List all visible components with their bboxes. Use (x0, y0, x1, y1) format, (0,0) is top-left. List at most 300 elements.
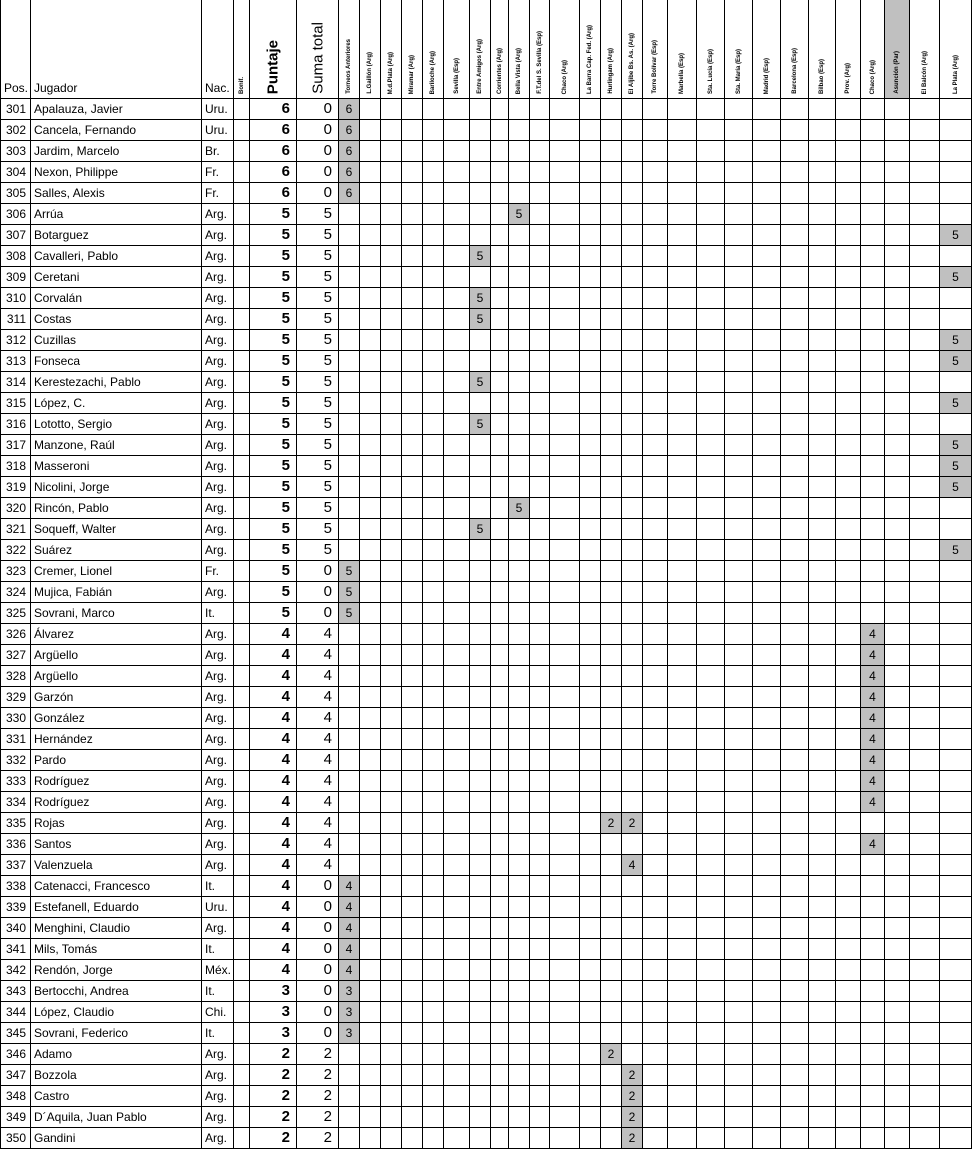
cell-bonif (234, 225, 250, 246)
empty-cell (668, 1002, 697, 1023)
cell-sum: 0 (297, 603, 339, 624)
empty-cell (643, 267, 668, 288)
empty-cell (381, 162, 402, 183)
empty-cell (550, 498, 580, 519)
empty-cell (940, 645, 972, 666)
empty-cell (697, 288, 725, 309)
empty-cell (402, 624, 423, 645)
empty-cell (381, 582, 402, 603)
empty-cell (910, 918, 940, 939)
cell-pts: 4 (250, 960, 297, 981)
cell-name: Santos (31, 834, 202, 855)
empty-cell (781, 414, 809, 435)
empty-cell (402, 771, 423, 792)
cell-bonif (234, 918, 250, 939)
empty-cell (668, 204, 697, 225)
header-tournament-label: Chaco (Arg) (869, 59, 876, 94)
empty-cell (910, 309, 940, 330)
empty-cell (530, 834, 550, 855)
empty-cell (861, 939, 885, 960)
empty-cell (836, 918, 861, 939)
empty-cell (470, 183, 491, 204)
cell-sum: 0 (297, 141, 339, 162)
empty-cell (781, 876, 809, 897)
empty-cell (643, 1023, 668, 1044)
empty-cell (781, 204, 809, 225)
empty-cell (339, 813, 360, 834)
cell-name: Argüello (31, 645, 202, 666)
empty-cell (491, 1044, 509, 1065)
empty-cell (381, 477, 402, 498)
empty-cell (470, 330, 491, 351)
empty-cell (940, 834, 972, 855)
empty-cell (360, 1023, 381, 1044)
empty-cell (339, 771, 360, 792)
empty-cell (580, 729, 601, 750)
empty-cell (781, 792, 809, 813)
empty-cell (509, 666, 530, 687)
empty-cell (725, 792, 753, 813)
cell-pts: 5 (250, 414, 297, 435)
cell-bonif (234, 519, 250, 540)
empty-cell (423, 1128, 444, 1149)
empty-cell (580, 183, 601, 204)
header-bonif (234, 0, 250, 99)
empty-cell (836, 456, 861, 477)
empty-cell (725, 246, 753, 267)
empty-cell (836, 1023, 861, 1044)
empty-cell (381, 519, 402, 540)
empty-cell (381, 1002, 402, 1023)
cell-pos: 350 (0, 1128, 31, 1149)
empty-cell (423, 477, 444, 498)
empty-cell (423, 624, 444, 645)
header-tournament-label: El Aljibe Bs. As. (Arg) (629, 32, 635, 94)
empty-cell (444, 624, 470, 645)
header-tournament-label: Miramar (Arg) (409, 54, 415, 94)
empty-cell (753, 666, 781, 687)
cell-name: Rodríguez (31, 771, 202, 792)
cell-sum: 4 (297, 666, 339, 687)
empty-cell (622, 99, 643, 120)
empty-cell (550, 939, 580, 960)
empty-cell (910, 666, 940, 687)
score-cell: 5 (470, 246, 491, 267)
empty-cell (601, 1065, 622, 1086)
empty-cell (491, 267, 509, 288)
empty-cell (580, 435, 601, 456)
empty-cell (753, 204, 781, 225)
empty-cell (861, 225, 885, 246)
empty-cell (491, 162, 509, 183)
empty-cell (809, 1086, 836, 1107)
cell-bonif (234, 624, 250, 645)
cell-sum: 4 (297, 771, 339, 792)
empty-cell (491, 393, 509, 414)
empty-cell (753, 1044, 781, 1065)
cell-nac: Arg. (202, 666, 234, 687)
empty-cell (781, 897, 809, 918)
empty-cell (910, 771, 940, 792)
cell-sum: 4 (297, 792, 339, 813)
empty-cell (885, 729, 910, 750)
empty-cell (402, 960, 423, 981)
empty-cell (491, 645, 509, 666)
empty-cell (550, 351, 580, 372)
score-cell: 4 (339, 939, 360, 960)
empty-cell (491, 792, 509, 813)
empty-cell (781, 435, 809, 456)
empty-cell (940, 1065, 972, 1086)
empty-cell (697, 414, 725, 435)
cell-nac: Uru. (202, 120, 234, 141)
empty-cell (550, 582, 580, 603)
cell-nac: It. (202, 1023, 234, 1044)
empty-cell (402, 519, 423, 540)
empty-cell (725, 1086, 753, 1107)
empty-cell (622, 603, 643, 624)
empty-cell (725, 288, 753, 309)
empty-cell (753, 981, 781, 1002)
empty-cell (423, 834, 444, 855)
cell-pts: 2 (250, 1044, 297, 1065)
cell-sum: 5 (297, 267, 339, 288)
empty-cell (360, 120, 381, 141)
cell-nac: Fr. (202, 561, 234, 582)
empty-cell (809, 855, 836, 876)
empty-cell (423, 1044, 444, 1065)
empty-cell (360, 288, 381, 309)
cell-pos: 335 (0, 813, 31, 834)
score-cell: 5 (509, 498, 530, 519)
empty-cell (444, 351, 470, 372)
cell-bonif (234, 393, 250, 414)
empty-cell (402, 666, 423, 687)
empty-cell (668, 456, 697, 477)
empty-cell (470, 687, 491, 708)
cell-sum: 0 (297, 897, 339, 918)
cell-nac: Arg. (202, 414, 234, 435)
cell-nac: It. (202, 981, 234, 1002)
empty-cell (697, 813, 725, 834)
cell-bonif (234, 1128, 250, 1149)
empty-cell (725, 939, 753, 960)
empty-cell (622, 540, 643, 561)
cell-pts: 3 (250, 981, 297, 1002)
empty-cell (725, 561, 753, 582)
empty-cell (643, 813, 668, 834)
score-cell: 5 (940, 225, 972, 246)
empty-cell (861, 1065, 885, 1086)
cell-name: Mils, Tomás (31, 939, 202, 960)
empty-cell (360, 435, 381, 456)
cell-name: Soqueff, Walter (31, 519, 202, 540)
empty-cell (601, 855, 622, 876)
empty-cell (910, 582, 940, 603)
empty-cell (491, 477, 509, 498)
empty-cell (643, 477, 668, 498)
cell-name: D´Aquila, Juan Pablo (31, 1107, 202, 1128)
score-cell: 5 (940, 267, 972, 288)
empty-cell (444, 330, 470, 351)
cell-nac: Arg. (202, 246, 234, 267)
cell-bonif (234, 99, 250, 120)
score-cell: 5 (470, 519, 491, 540)
empty-cell (509, 1107, 530, 1128)
empty-cell (444, 561, 470, 582)
empty-cell (360, 1065, 381, 1086)
empty-cell (885, 540, 910, 561)
empty-cell (753, 393, 781, 414)
empty-cell (402, 351, 423, 372)
empty-cell (940, 162, 972, 183)
empty-cell (580, 771, 601, 792)
cell-nac: Fr. (202, 183, 234, 204)
empty-cell (470, 162, 491, 183)
empty-cell (580, 897, 601, 918)
cell-nac: Arg. (202, 330, 234, 351)
empty-cell (580, 288, 601, 309)
cell-pts: 5 (250, 603, 297, 624)
empty-cell (423, 897, 444, 918)
empty-cell (550, 372, 580, 393)
empty-cell (580, 267, 601, 288)
empty-cell (753, 624, 781, 645)
empty-cell (381, 204, 402, 225)
score-cell: 5 (940, 393, 972, 414)
empty-cell (622, 561, 643, 582)
empty-cell (530, 162, 550, 183)
empty-cell (444, 456, 470, 477)
empty-cell (643, 750, 668, 771)
empty-cell (622, 435, 643, 456)
empty-cell (601, 1086, 622, 1107)
empty-cell (781, 750, 809, 771)
empty-cell (360, 456, 381, 477)
header-tournament (809, 0, 836, 99)
empty-cell (940, 1086, 972, 1107)
header-tournament (580, 0, 601, 99)
empty-cell (809, 918, 836, 939)
empty-cell (781, 162, 809, 183)
empty-cell (509, 414, 530, 435)
cell-pos: 324 (0, 582, 31, 603)
empty-cell (781, 246, 809, 267)
empty-cell (697, 876, 725, 897)
empty-cell (601, 666, 622, 687)
empty-cell (668, 624, 697, 645)
empty-cell (530, 1065, 550, 1086)
empty-cell (530, 792, 550, 813)
cell-pts: 5 (250, 393, 297, 414)
empty-cell (601, 246, 622, 267)
empty-cell (725, 897, 753, 918)
cell-pos: 322 (0, 540, 31, 561)
empty-cell (601, 162, 622, 183)
empty-cell (339, 414, 360, 435)
empty-cell (470, 939, 491, 960)
empty-cell (885, 960, 910, 981)
empty-cell (550, 750, 580, 771)
cell-bonif (234, 708, 250, 729)
empty-cell (444, 540, 470, 561)
empty-cell (668, 582, 697, 603)
empty-cell (360, 582, 381, 603)
header-tournament (444, 0, 470, 99)
empty-cell (622, 918, 643, 939)
empty-cell (470, 729, 491, 750)
empty-cell (444, 792, 470, 813)
empty-cell (861, 477, 885, 498)
empty-cell (725, 1002, 753, 1023)
cell-pos: 321 (0, 519, 31, 540)
empty-cell (836, 1107, 861, 1128)
empty-cell (580, 582, 601, 603)
empty-cell (550, 519, 580, 540)
cell-pts: 5 (250, 477, 297, 498)
empty-cell (491, 918, 509, 939)
empty-cell (668, 330, 697, 351)
empty-cell (668, 309, 697, 330)
cell-sum: 2 (297, 1107, 339, 1128)
cell-name: Adamo (31, 1044, 202, 1065)
empty-cell (643, 435, 668, 456)
score-cell: 3 (339, 1023, 360, 1044)
empty-cell (360, 960, 381, 981)
empty-cell (668, 981, 697, 1002)
empty-cell (781, 351, 809, 372)
empty-cell (643, 981, 668, 1002)
empty-cell (550, 834, 580, 855)
empty-cell (910, 897, 940, 918)
empty-cell (781, 1107, 809, 1128)
empty-cell (580, 141, 601, 162)
header-nac (202, 0, 234, 99)
empty-cell (781, 1128, 809, 1149)
score-cell: 5 (470, 414, 491, 435)
empty-cell (861, 267, 885, 288)
empty-cell (885, 1107, 910, 1128)
header-tournament (861, 0, 885, 99)
empty-cell (550, 897, 580, 918)
cell-sum: 2 (297, 1044, 339, 1065)
empty-cell (550, 981, 580, 1002)
empty-cell (809, 876, 836, 897)
empty-cell (509, 267, 530, 288)
score-cell: 5 (940, 540, 972, 561)
cell-pos: 338 (0, 876, 31, 897)
empty-cell (809, 1002, 836, 1023)
score-cell: 2 (622, 1128, 643, 1149)
empty-cell (622, 1023, 643, 1044)
empty-cell (781, 540, 809, 561)
empty-cell (668, 519, 697, 540)
empty-cell (910, 141, 940, 162)
score-cell: 5 (940, 435, 972, 456)
empty-cell (381, 141, 402, 162)
empty-cell (509, 603, 530, 624)
empty-cell (491, 1002, 509, 1023)
empty-cell (381, 393, 402, 414)
empty-cell (509, 351, 530, 372)
empty-cell (753, 918, 781, 939)
empty-cell (550, 666, 580, 687)
cell-pts: 6 (250, 183, 297, 204)
empty-cell (809, 1065, 836, 1086)
empty-cell (940, 771, 972, 792)
empty-cell (444, 309, 470, 330)
cell-pts: 5 (250, 498, 297, 519)
empty-cell (530, 603, 550, 624)
empty-cell (836, 351, 861, 372)
cell-pos: 323 (0, 561, 31, 582)
cell-sum: 4 (297, 750, 339, 771)
header-jugador-label: Jugador (34, 81, 78, 95)
empty-cell (530, 498, 550, 519)
empty-cell (360, 813, 381, 834)
cell-pts: 4 (250, 687, 297, 708)
empty-cell (622, 897, 643, 918)
empty-cell (550, 645, 580, 666)
empty-cell (550, 1044, 580, 1065)
empty-cell (491, 981, 509, 1002)
cell-pts: 4 (250, 834, 297, 855)
empty-cell (381, 771, 402, 792)
empty-cell (444, 372, 470, 393)
empty-cell (509, 645, 530, 666)
empty-cell (940, 1107, 972, 1128)
cell-nac: Arg. (202, 1044, 234, 1065)
empty-cell (861, 813, 885, 834)
empty-cell (381, 351, 402, 372)
empty-cell (509, 99, 530, 120)
empty-cell (423, 162, 444, 183)
empty-cell (423, 666, 444, 687)
score-cell: 4 (861, 708, 885, 729)
empty-cell (402, 813, 423, 834)
empty-cell (423, 435, 444, 456)
cell-pts: 3 (250, 1023, 297, 1044)
empty-cell (580, 939, 601, 960)
empty-cell (885, 582, 910, 603)
cell-pos: 307 (0, 225, 31, 246)
empty-cell (601, 1002, 622, 1023)
empty-cell (885, 897, 910, 918)
cell-pos: 343 (0, 981, 31, 1002)
empty-cell (423, 687, 444, 708)
empty-cell (550, 792, 580, 813)
empty-cell (580, 960, 601, 981)
empty-cell (601, 750, 622, 771)
empty-cell (381, 1044, 402, 1065)
empty-cell (360, 540, 381, 561)
empty-cell (781, 183, 809, 204)
header-tournament (601, 0, 622, 99)
empty-cell (580, 1128, 601, 1149)
empty-cell (697, 771, 725, 792)
empty-cell (940, 687, 972, 708)
empty-cell (360, 372, 381, 393)
empty-cell (753, 1002, 781, 1023)
empty-cell (940, 939, 972, 960)
empty-cell (622, 729, 643, 750)
empty-cell (753, 141, 781, 162)
cell-pos: 301 (0, 99, 31, 120)
empty-cell (861, 897, 885, 918)
empty-cell (725, 267, 753, 288)
cell-sum: 0 (297, 960, 339, 981)
empty-cell (697, 624, 725, 645)
